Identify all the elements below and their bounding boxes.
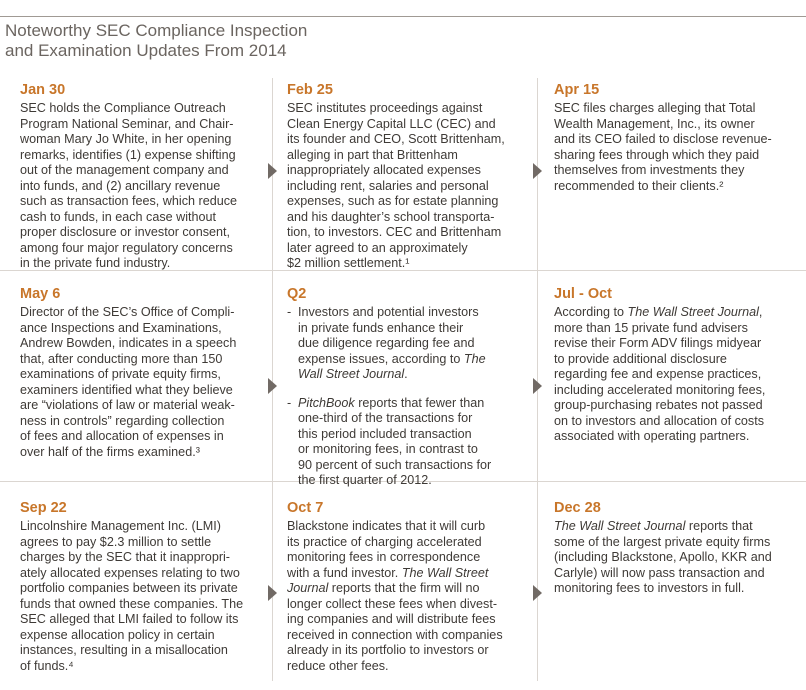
list-item: - PitchBook reports that fewer than one-third of the transactions for this period included transaction or monitoring fees, in contrast to 90 percent of such transactions for the first quarter of 2012. xyxy=(287,396,535,489)
entry-text: According to The Wall Street Journal, more than 15 private fund advisers revise their Form ADV filings midyear to provide additional disclosure regarding fee and expense practices, including accelerated monitoring fees, group-purchasing rebates not passed on to investors and allocation of costs associated with operating partners. xyxy=(554,305,766,443)
page-title: Noteworthy SEC Compliance Inspection and Examination Updates From 2014 xyxy=(5,21,308,60)
entry-text: SEC files charges alleging that Total Wealth Management, Inc., its owner and its CEO failed to disclose revenue- sharing fees through which they paid themselves from investments they recommended to their clients.² xyxy=(554,101,772,193)
timeline-entry-sep-22 xyxy=(20,499,270,674)
entry-text: Director of the SEC’s Office of Compli- ance Inspections and Examinations, Andrew Bowden, indicates in a speech that, after conducting more than 150 examinations of private equity firms, examiners identified what they believe are “violations of law or material weak- ness in controls” regarding collection of fees and allocation of expenses in over half of the firms examined.³ xyxy=(20,305,237,459)
timeline-entry-jan-30 xyxy=(20,81,270,272)
entry-date: Jan 30 xyxy=(20,82,66,98)
timeline-entry-oct-7 xyxy=(287,499,535,674)
timeline-entry-feb-25 xyxy=(287,81,535,272)
entry-date: May 6 xyxy=(20,286,61,302)
entry-text: Blackstone indicates that it will curb its practice of charging accelerated monitoring fees in correspondence with a fund investor. The Wall Street Journal reports that the firm will no longer collect these fees when divest- ing companies and will distribute fees received in connection with companies already in its portfolio to investors or reduce other fees. xyxy=(287,519,503,673)
entry-date: Dec 28 xyxy=(554,500,601,516)
timeline-entry-may-6 xyxy=(20,285,270,460)
entry-date: Q2 xyxy=(287,286,307,302)
entry-date: Sep 22 xyxy=(20,500,67,516)
entry-bullets xyxy=(287,305,535,489)
entry-text: SEC institutes proceedings against Clean Energy Capital LLC (CEC) and its founder and CEO, Scott Brittenham, alleging in part that Brittenham inappropriately allocated expenses including rent, salaries and personal expenses, such as for estate planning and his daughter’s school transporta- tion, to investors. CEC and Brittenham later agreed to an approximately $2 million settlement.¹ xyxy=(287,101,505,270)
entry-text: Lincolnshire Management Inc. (LMI) agrees to pay $2.3 million to settle charges by the SEC that it inappropri- ately allocated expenses relating to two portfolio companies between its private funds that owned these companies. The SEC alleged that LMI failed to follow its expense allocation policy in certain instances, resulting in a misallocation of funds.⁴ xyxy=(20,519,244,673)
timeline-entry-q2 xyxy=(287,285,535,489)
entry-date: Oct 7 xyxy=(287,500,324,516)
timeline-entry-dec-28 xyxy=(554,499,804,597)
entry-date: Jul - Oct xyxy=(554,286,613,302)
entry-text: SEC holds the Compliance Outreach Program National Seminar, and Chair- woman Mary Jo White, in her opening remarks, identifies (1) expense shifting out of the management company and into funds, and (2) ancillary revenue such as transaction fees, which reduce cash to funds, in each case without proper disclosure or investor consent, among four major regulatory concerns in the private fund industry. xyxy=(20,101,238,270)
timeline-entry-apr-15 xyxy=(554,81,804,194)
top-rule xyxy=(0,16,806,17)
entry-date: Apr 15 xyxy=(554,82,600,98)
entry-text: The Wall Street Journal reports that some of the largest private equity firms (including Blackstone, Apollo, KKR and Carlyle) will now pass transaction and monitoring fees to investors in full. xyxy=(554,519,772,595)
list-item: - Investors and potential investors in private funds enhance their due diligence regarding fee and expense issues, according to The Wall Street Journal. xyxy=(287,305,535,383)
timeline-entry-jul-oct xyxy=(554,285,804,445)
entry-date: Feb 25 xyxy=(287,82,333,98)
